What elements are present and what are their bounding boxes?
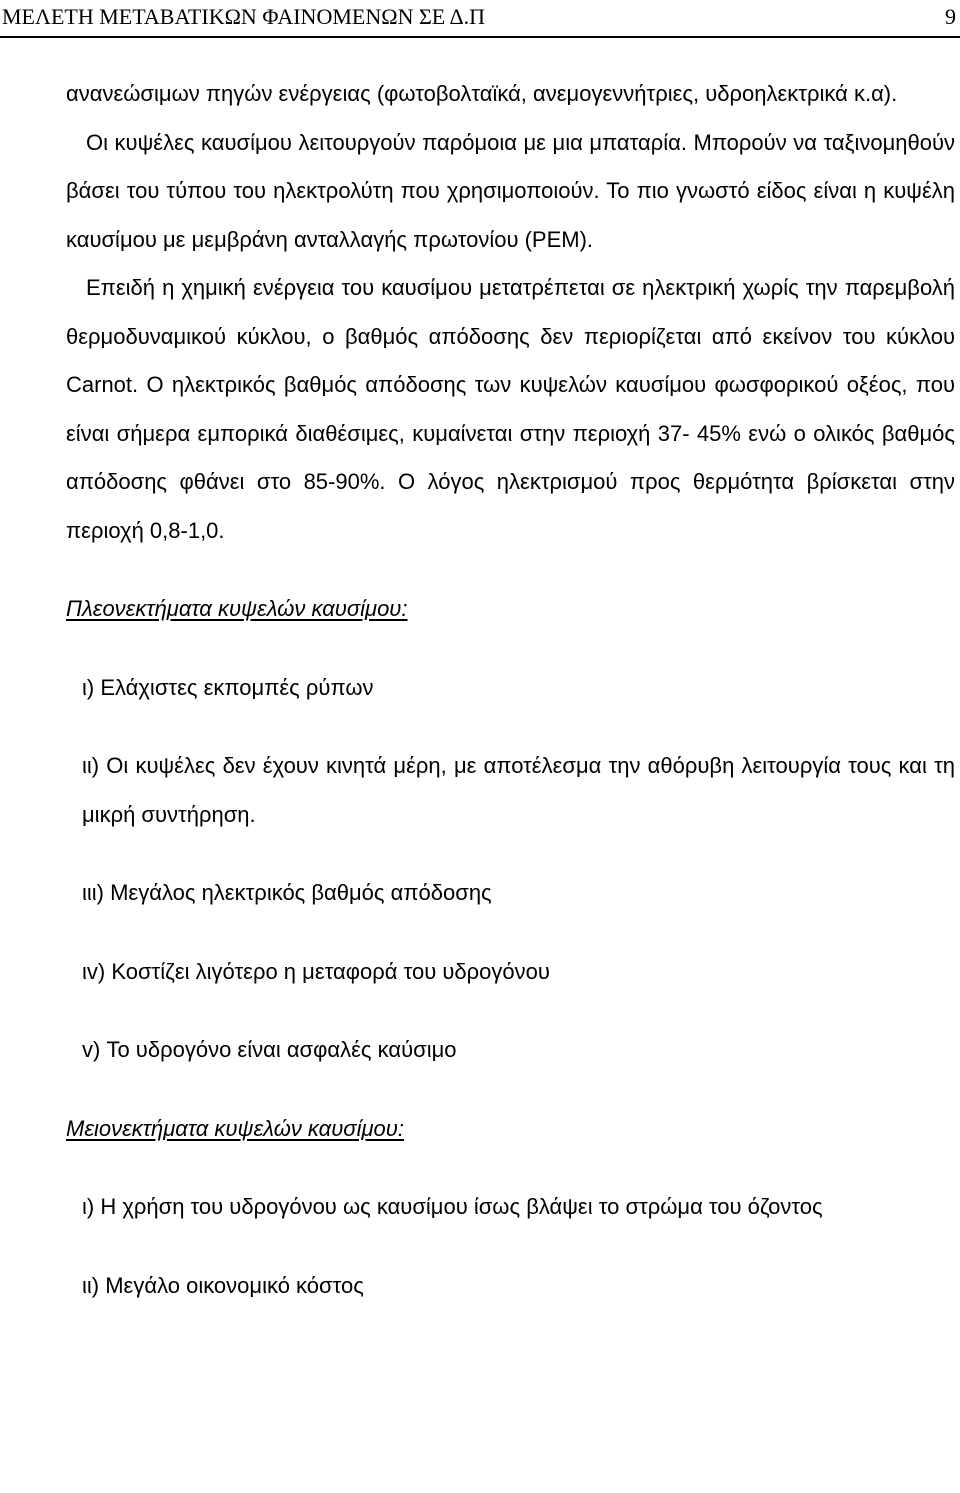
page-header xyxy=(0,0,960,38)
header-divider xyxy=(0,36,960,38)
page-number: 9 xyxy=(945,4,956,29)
disadvantage-item: ιι) Μεγάλο οικονομικό κόστος xyxy=(82,1272,364,1298)
advantage-item: v) Το υδρογόνο είναι ασφαλές καύσιμο xyxy=(82,1037,457,1062)
advantage-item: ιιι) Μεγάλος ηλεκτρικός βαθμός απόδοσης xyxy=(82,880,492,905)
advantage-item: ιv) Κοστίζει λιγότερο η μεταφορά του υδρογόνου xyxy=(82,958,550,984)
disadvantages-heading: Μειονεκτήματα κυψελών καυσίμου: xyxy=(66,1115,404,1141)
advantage-item: ι) Ελάχιστες εκπομπές ρύπων xyxy=(82,674,374,700)
disadvantage-item: ι) Η χρήση του υδρογόνου ως καυσίμου ίσως βλάψει το στρώμα του όζοντος xyxy=(82,1194,823,1219)
paragraph-renewables: ανανεώσιμων πηγών ενέργειας (φωτοβολταϊκά, ανεμογεννήτριες, υδροηλεκτρικά κ.α). xyxy=(66,81,898,106)
document-title: ΜΕΛΕΤΗ ΜΕΤΑΒΑΤΙΚΩΝ ΦΑΙΝΟΜΕΝΩΝ ΣΕ Δ.Π xyxy=(2,4,486,29)
page-content xyxy=(66,70,955,1310)
paragraph-efficiency: Επειδή η χημική ενέργεια του καυσίμου μετατρέπεται σε ηλεκτρική χωρίς την παρεμβολή θερμοδυναμικού κύκλου, ο βαθμός απόδοσης δεν περιορίζεται από εκείνον του κύκλου Carnot. Ο ηλεκτρικός βαθμός απόδοσης των κυψελών καυσίμου φωσφορικού οξέος, που είναι σήμερα εμπορικά διαθέσιμες, κυμαίνεται στην περιοχή 37- 45% ενώ ο ολικός βαθμός απόδοσης φθάνει στο 85-90%. Ο λόγος ηλεκτρισμού προς θερμότητα βρίσκεται στην περιοχή 0,8-1,0. xyxy=(66,275,955,543)
advantage-item: ιι) Οι κυψέλες δεν έχουν κινητά μέρη, με αποτέλεσμα την αθόρυβη λειτουργία τους και τη μικρή συντήρηση. xyxy=(82,753,955,827)
advantages-heading: Πλεονεκτήματα κυψελών καυσίμου: xyxy=(66,596,408,621)
paragraph-fuel-cells: Οι κυψέλες καυσίμου λειτουργούν παρόμοια με μια μπαταρία. Μπορούν να ταξινομηθούν βάσει του τύπου του ηλεκτρολύτη που χρησιμοποιούν. Το πιο γνωστό είδος είναι η κυψέλη καυσίμου με μεμβράνη ανταλλαγής πρωτονίου (PEM). xyxy=(66,129,955,252)
